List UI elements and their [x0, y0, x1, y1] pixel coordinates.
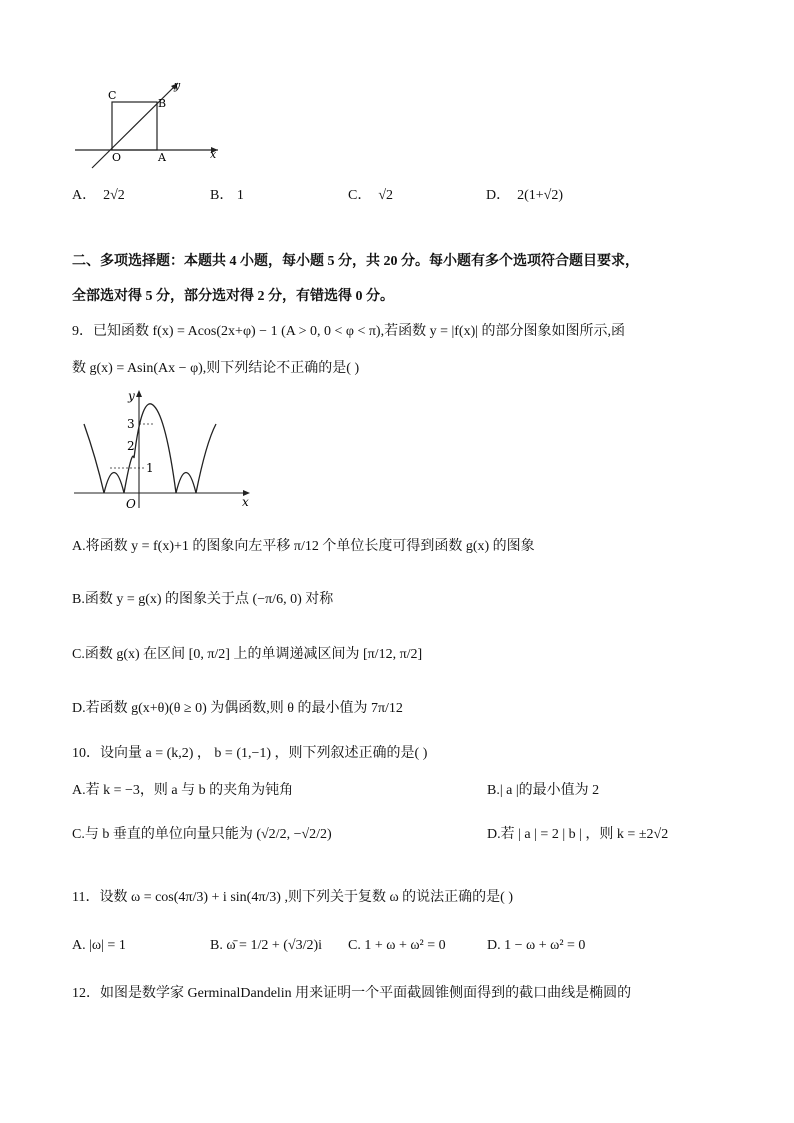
label-c: C [108, 89, 117, 102]
q11-option-d: D. 1 − ω + ω² = 0 [487, 938, 586, 953]
q10-option-c: C.与 b 垂直的单位向量只能为 (√2/2, −√2/2) [72, 827, 332, 842]
label-b: B [158, 97, 167, 110]
q11-option-b: B. ω̄ = 1/2 + (√3/2)i [210, 938, 323, 953]
q10-option-a: A.若 k = −3，则 a 与 b 的夹角为钝角 [72, 783, 294, 798]
q9-stem-line1: 9．已知函数 f(x) = Acos(2x+φ) − 1 (A > 0, 0 < φ < π),若函数 y = |f(x)| 的部分图象如图所示,函 [72, 324, 626, 339]
q10-option-d: D.若 | a | = 2 | b | ，则 k = ±2√2 [487, 827, 669, 842]
q11-option-a: A. |ω| = 1 [72, 938, 126, 953]
q9-option-c: C.函数 g(x) 在区间 [0, π/2] 上的单调递减区间为 [π/12, π/2] [72, 647, 423, 662]
q12-stem: 12．如图是数学家 GerminalDandelin 用来证明一个平面截圆锥侧面得到的截口曲线是椭圆的 [72, 986, 632, 1001]
q8-option-d: D． 2(1+√2) [486, 188, 564, 203]
q10-stem: 10．设向量 a = (k,2) ， b = (1,−1) ，则下列叙述正确的是( ) [72, 746, 428, 761]
q8-option-a: A． 2√2 [72, 188, 125, 203]
section-heading-line2: 全部选对得 5 分，部分选对得 2 分，有错选得 0 分。 [72, 289, 394, 304]
abs-cos-graph [70, 388, 260, 510]
q10-option-b: B.| a |的最小值为 2 [487, 783, 600, 798]
q9-option-d: D.若函数 g(x+θ)(θ ≥ 0) 为偶函数,则 θ 的最小值为 7π/12 [72, 701, 403, 716]
axis-y-label: y [128, 389, 135, 403]
axis-x-label: x [242, 495, 249, 509]
tick-1: 1 [146, 461, 154, 475]
q8-option-c: C． √2 [348, 188, 394, 203]
origin-label: O [126, 497, 136, 510]
tick-3: 3 [127, 417, 135, 431]
q8-option-b: B． 1 [210, 188, 244, 203]
q9-option-a: A.将函数 y = f(x)+1 的图象向左平移 π/12 个单位长度可得到函数 g(x) 的图象 [72, 539, 535, 554]
q9-option-b: B.函数 y = g(x) 的图象关于点 (−π/6, 0) 对称 [72, 592, 334, 607]
label-x: x [210, 148, 217, 161]
q11-stem: 11．设数 ω = cos(4π/3) + i sin(4π/3) ,则下列关于复数 ω 的说法正确的是( ) [72, 890, 513, 905]
q11-option-c: C. 1 + ω + ω² = 0 [348, 938, 446, 953]
label-y: y [174, 79, 181, 92]
label-a: A [158, 151, 166, 164]
section-heading-line1: 二、多项选择题：本题共 4 小题，每小题 5 分，共 20 分。每小题有多个选项符合题目要求， [72, 254, 639, 269]
q9-stem-line2: 数 g(x) = Asin(Ax − φ),则下列结论不正确的是( ) [72, 361, 360, 376]
tick-2: 2 [127, 439, 135, 453]
label-o: O [112, 151, 122, 164]
square-diagram [70, 75, 230, 175]
